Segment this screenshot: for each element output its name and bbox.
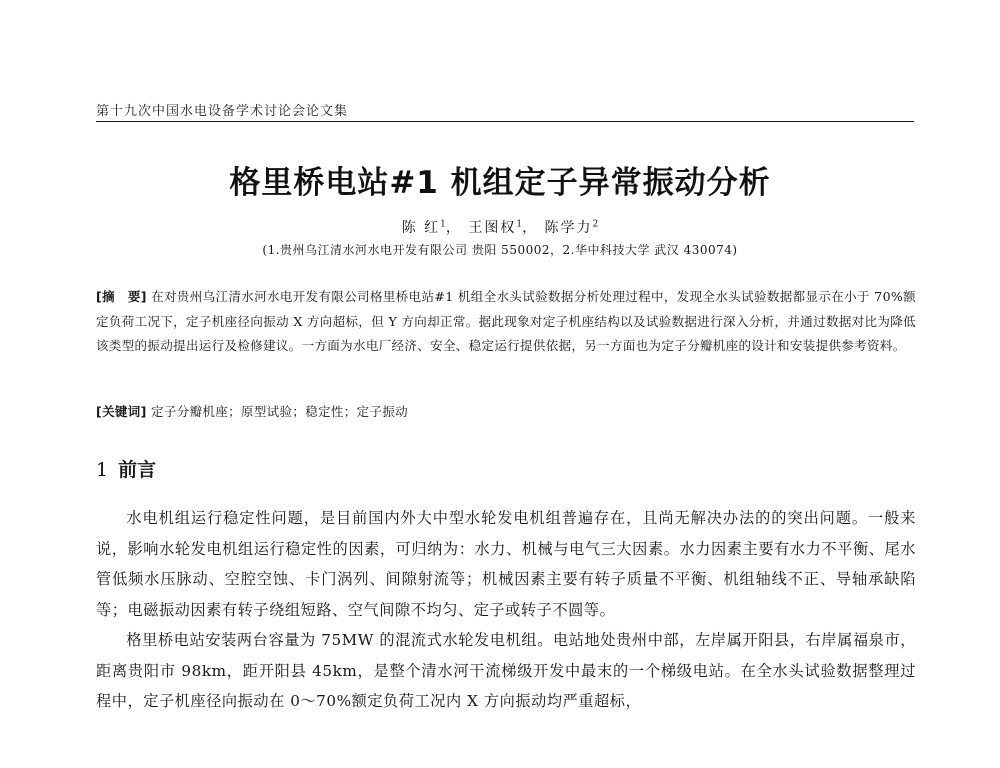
paragraph: 水电机组运行稳定性问题，是目前国内外大中型水轮发电机组普遍存在，且尚无解决办法的的突出问题。一般来说，影响水轮发电机组运行稳定性的因素，可归纳为：水力、机械与电气三大因素。水力因素主要有水力不平衡、尾水管低频水压脉动、空腔空蚀、卡门涡列、间隙射流等；机械因素主要有转子质量不平衡、机组轴线不正、导轴承缺陷等；电磁振动因素有转子绕组短路、空气间隙不均匀、定子或转子不圆等。 — [96, 509, 916, 619]
author-affiliation-mark: 1 — [516, 219, 523, 230]
author-separator: ， — [445, 220, 462, 236]
section-heading — [96, 455, 156, 482]
author-list — [0, 217, 1000, 237]
author-affiliation-mark: 1 — [440, 219, 446, 230]
paper-title: 格里桥电站#1 机组定子异常振动分析 — [229, 165, 771, 201]
keywords-text: 定子分瓣机座；原型试验；稳定性；定子振动 — [151, 404, 409, 419]
keywords-label: [关键词] — [96, 404, 147, 419]
body-text — [96, 503, 916, 717]
paragraph: 格里桥电站安装两台容量为 75MW 的混流式水轮发电机组。电站地处贵州中部，左岸属开阳县，右岸属福泉市，距离贵阳市 98km，距开阳县 45km，是整个清水河干流梯级开发中最末的一个梯级电站。在全水头试验数据整理过程中，定子机座径向振动在 0～70%额定负荷工况内 X 方向振动均严重超标， — [96, 631, 916, 710]
section-number: 1 — [96, 459, 109, 481]
author-separator: ， — [522, 220, 539, 236]
abstract-text: 在对贵州乌江清水河水电开发有限公司格里桥电站#1 机组全水头试验数据分析处理过程中，发现全水头试验数据都显示在小于 70%额定负荷工况下，定子机座径向振动 X 方向超标，但 Y 方向却正常。据此现象对定子机座结构以及试验数据进行深入分析，并通过数据对比为降低该类型的振动提出运行及检修建议。一方面为水电厂经济、安全、稳定运行提供依据，另一方面也为定子分瓣机座的设计和安装提供参考资料。 — [96, 289, 916, 353]
abstract — [96, 285, 916, 359]
author-name: 王图权 — [468, 220, 517, 236]
author-name: 陈学力 — [544, 220, 593, 236]
running-header: 第十九次中国水电设备学术讨论会论文集 — [96, 104, 349, 119]
affiliations: (1.贵州乌江清水河水电开发有限公司 贵阳 550002，2.华中科技大学 武汉 430074) — [262, 243, 738, 257]
header-rule — [96, 121, 914, 122]
keywords — [96, 400, 916, 424]
abstract-label: [摘 要] — [96, 289, 147, 304]
author-affiliation-mark: 2 — [592, 219, 599, 230]
author-name: 陈 红 — [401, 220, 441, 236]
section-title: 前言 — [118, 459, 157, 481]
